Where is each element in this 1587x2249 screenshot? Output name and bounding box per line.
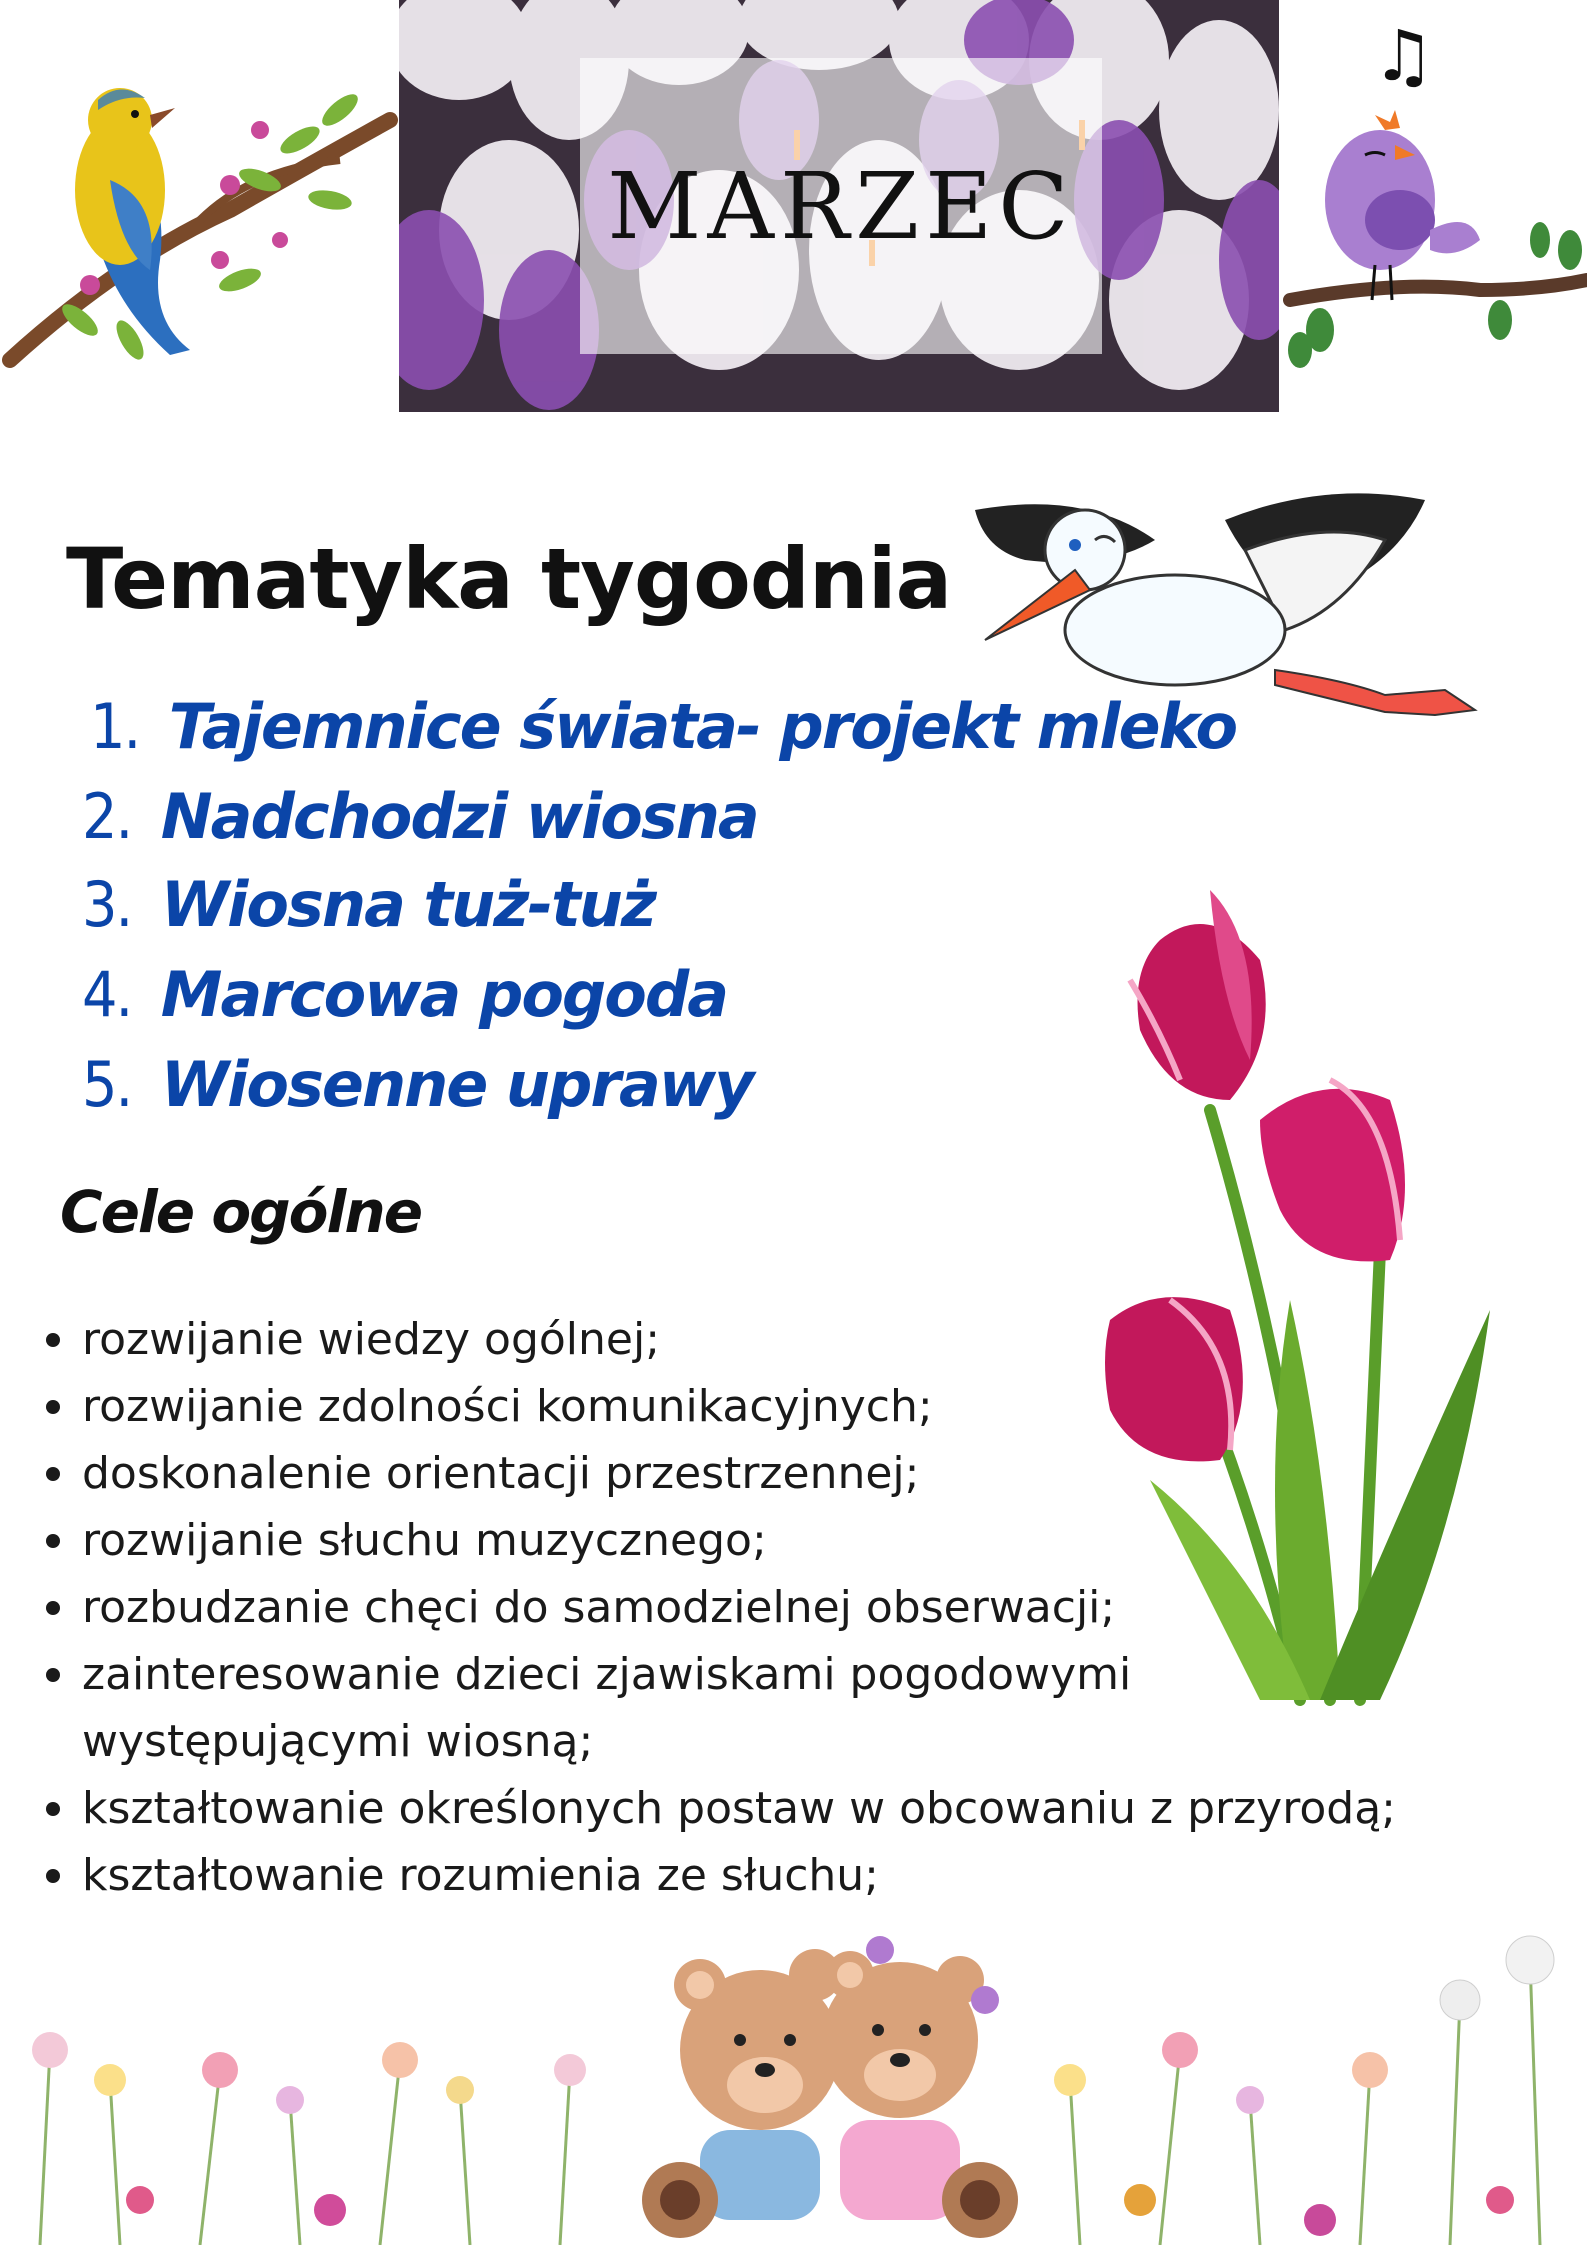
list-item-line: występującymi wiosną; [82, 1716, 594, 1767]
topic-number: 4. [82, 958, 132, 1031]
topic-item [82, 868, 655, 941]
topic-number: 5. [82, 1048, 132, 1121]
topic-item [90, 690, 1236, 763]
topic-label: Nadchodzi wiosna [160, 780, 758, 853]
topic-label: Wiosenne uprawy [160, 1048, 753, 1121]
list-item: rozwijanie zdolności komunikacyjnych; [40, 1373, 1540, 1440]
purple-bird-illustration [1280, 10, 1587, 400]
list-item: kształtowanie rozumienia ze słuchu; [40, 1842, 1540, 1909]
week-topics-heading: Tematyka tygodnia [66, 530, 952, 628]
topic-item [82, 1048, 753, 1121]
list-item: doskonalenie orientacji przestrzennej; [40, 1440, 1540, 1507]
topic-item [82, 958, 727, 1031]
bottom-meadow-illustration [0, 1900, 1587, 2245]
list-item: rozbudzanie chęci do samodzielnej obserwacji; [40, 1574, 1540, 1641]
list-item: rozwijanie słuchu muzycznego; [40, 1507, 1540, 1574]
goals-list [40, 1306, 1540, 1909]
list-item-line: zainteresowanie dzieci zjawiskami pogodowymi [82, 1649, 1132, 1700]
topic-label: Wiosna tuż-tuż [160, 868, 655, 941]
topic-label: Tajemnice świata- projekt mleko [168, 690, 1237, 763]
topic-number: 1. [90, 690, 140, 763]
page-title: MARZEC [607, 152, 1075, 260]
topic-number: 3. [82, 868, 132, 941]
topic-number: 2. [82, 780, 132, 853]
music-note-icon: ♫ [1372, 15, 1435, 97]
goals-heading: Cele ogólne [60, 1178, 422, 1246]
list-item [40, 1641, 1540, 1775]
topic-item [82, 780, 758, 853]
topic-label: Marcowa pogoda [160, 958, 728, 1031]
list-item: rozwijanie wiedzy ogólnej; [40, 1306, 1540, 1373]
list-item: kształtowanie określonych postaw w obcowaniu z przyrodą; [40, 1775, 1540, 1842]
bird-on-branch-illustration [0, 40, 400, 380]
title-box [580, 58, 1102, 354]
